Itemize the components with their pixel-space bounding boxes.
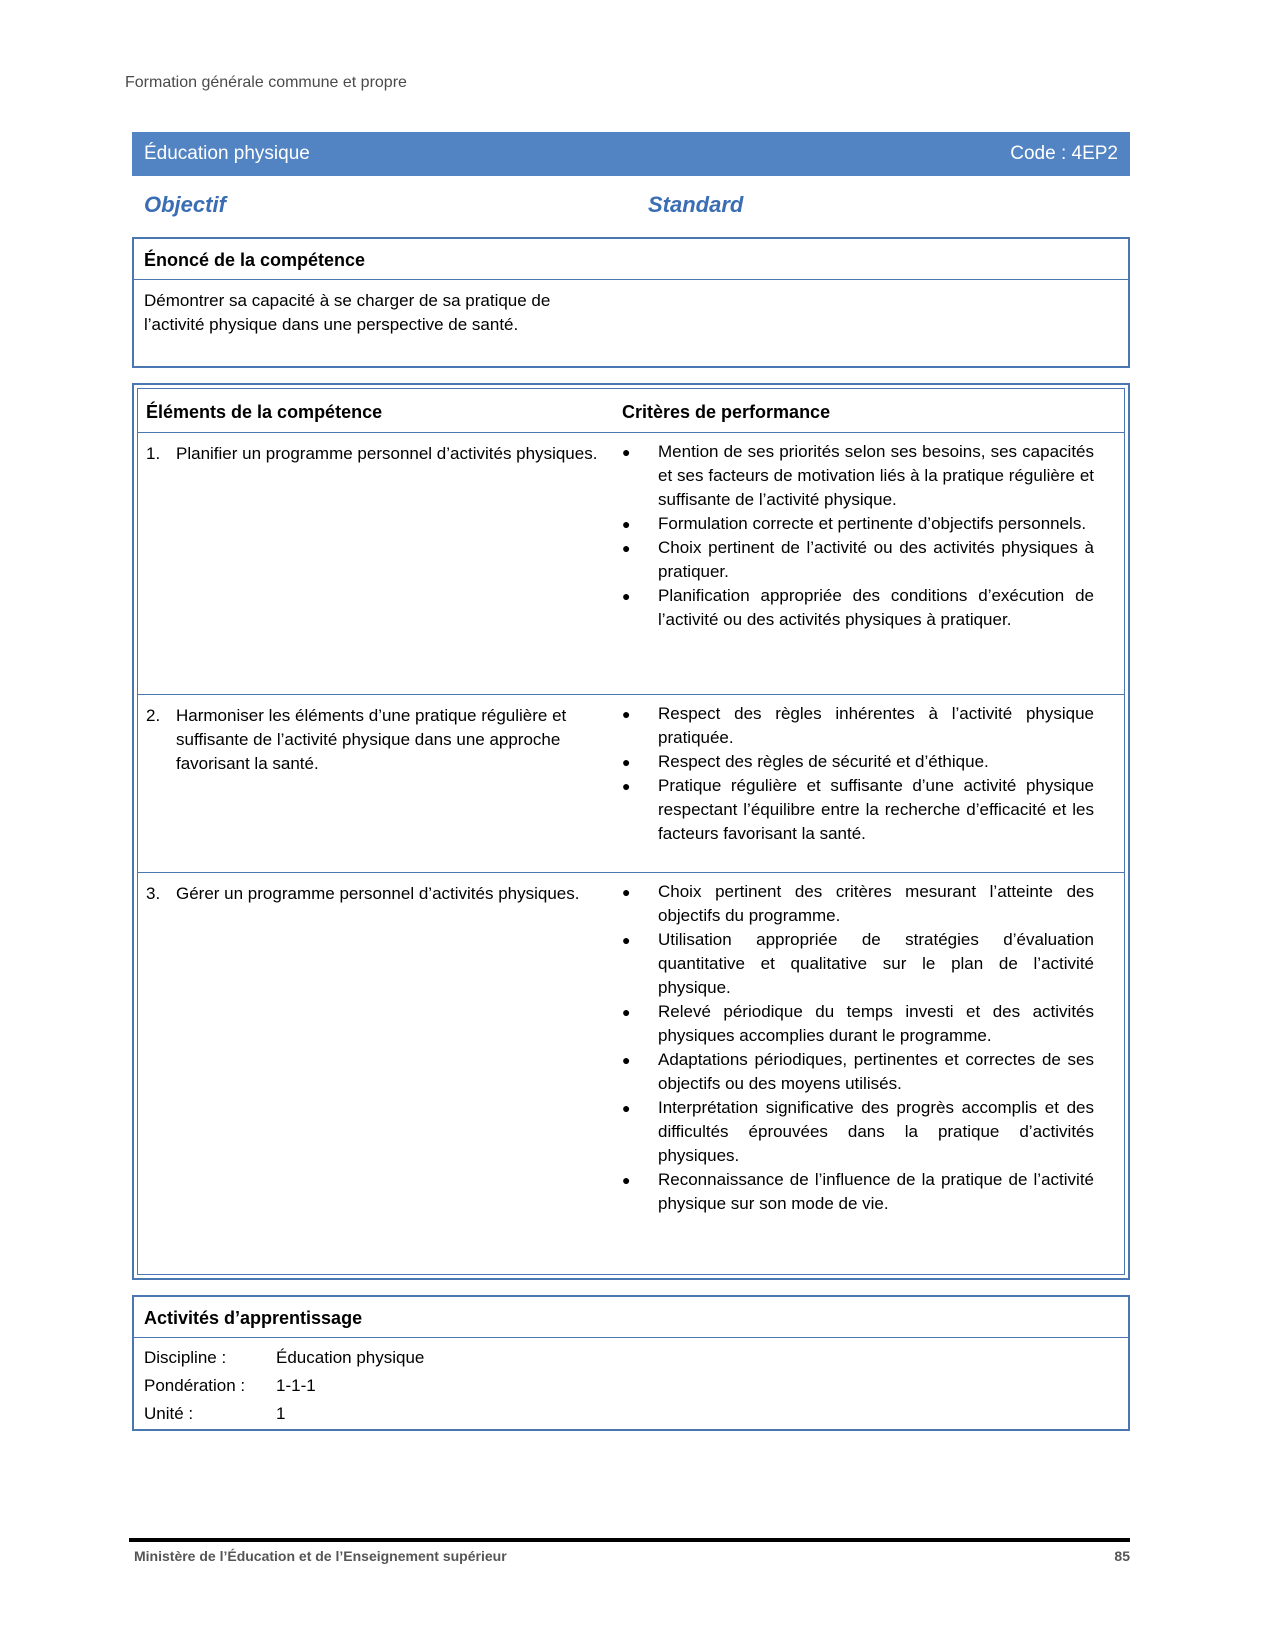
criteria-list-2 xyxy=(622,702,1094,846)
criterion xyxy=(622,1096,1094,1168)
criterion-text: Respect des règles inhérentes à l’activité physique pratiquée. xyxy=(658,704,1094,747)
criterion-text: Adaptations périodiques, pertinentes et correctes de ses objectifs ou des moyens utilisés. xyxy=(658,1050,1094,1093)
element-number: 3. xyxy=(146,884,161,903)
element-1 xyxy=(146,442,616,466)
bullet-icon: ● xyxy=(622,516,631,532)
bullet-icon: ● xyxy=(622,1100,631,1116)
criterion xyxy=(622,1168,1094,1216)
bullet-icon: ● xyxy=(622,588,631,604)
criterion-text: Choix pertinent des critères mesurant l’atteinte des objectifs du programme. xyxy=(658,882,1094,925)
criterion-text: Planification appropriée des conditions d’exécution de l’activité ou des activités physiques à pratiquer. xyxy=(658,586,1094,629)
objectif-label: Objectif xyxy=(144,192,226,217)
criterion xyxy=(622,774,1094,846)
criterion xyxy=(622,880,1094,928)
page-number: 85 xyxy=(1114,1548,1130,1564)
bullet-icon: ● xyxy=(622,932,631,948)
activites-box xyxy=(132,1295,1130,1431)
bullet-icon: ● xyxy=(622,1004,631,1020)
footer xyxy=(134,1548,1130,1564)
elements-heading: Éléments de la compétence xyxy=(146,402,383,422)
ponderation-value: 1-1-1 xyxy=(276,1376,316,1395)
element-text: Gérer un programme personnel d’activités physiques. xyxy=(176,884,580,903)
bullet-icon: ● xyxy=(622,444,631,460)
ponderation-row xyxy=(134,1372,1128,1400)
criterion xyxy=(622,536,1094,584)
bullet-icon: ● xyxy=(622,884,631,900)
criterion xyxy=(622,584,1094,632)
criterion-text: Relevé périodique du temps investi et des activités physiques accomplies durant le programme. xyxy=(658,1002,1094,1045)
standard-label: Standard xyxy=(648,192,744,217)
element-number: 1. xyxy=(146,444,161,463)
objective-row xyxy=(144,192,764,218)
criterion xyxy=(622,512,1094,536)
criterion-text: Reconnaissance de l’influence de la pratique de l’activité physique sur son mode de vie. xyxy=(658,1170,1094,1213)
bullet-icon: ● xyxy=(622,540,631,556)
footer-rule xyxy=(129,1538,1130,1542)
discipline-row xyxy=(134,1344,1128,1372)
criterion-text: Choix pertinent de l’activité ou des activités physiques à pratiquer. xyxy=(658,538,1094,581)
criterion-text: Pratique régulière et suffisante d’une activité physique respectant l’équilibre entre la recherche d’efficacité et les facteurs favorisant la santé. xyxy=(658,776,1094,843)
course-code: Code : 4EP2 xyxy=(1010,143,1118,164)
elements-box xyxy=(132,383,1130,1280)
criterion-text: Utilisation appropriée de stratégies d’évaluation quantitative et qualitative sur le plan de l’activité physique. xyxy=(658,930,1094,997)
course-title: Éducation physique xyxy=(144,143,310,164)
element-2 xyxy=(146,704,616,776)
bullet-icon: ● xyxy=(622,1172,631,1188)
criterion-text: Mention de ses priorités selon ses besoins, ses capacités et ses facteurs de motivation liés à la pratique régulière et suffisante de l’activité physique. xyxy=(658,442,1094,509)
unite-row xyxy=(134,1400,1128,1428)
element-section-1 xyxy=(138,433,1124,695)
criterion xyxy=(622,1000,1094,1048)
bullet-icon: ● xyxy=(622,706,631,722)
element-text: Planifier un programme personnel d’activités physiques. xyxy=(176,444,598,463)
elements-table xyxy=(137,388,1125,1275)
criterion-text: Interprétation significative des progrès accomplis et des difficultés éprouvées dans la pratique d’activités physiques. xyxy=(658,1098,1094,1165)
ponderation-label: Pondération : xyxy=(144,1376,246,1395)
activites-heading: Activités d’apprentissage xyxy=(134,1297,1128,1338)
bullet-icon: ● xyxy=(622,754,631,770)
criterion xyxy=(622,928,1094,1000)
criterion-text: Formulation correcte et pertinente d’objectifs personnels. xyxy=(658,514,1087,533)
criteria-list-1 xyxy=(622,440,1094,632)
criterion xyxy=(622,440,1094,512)
element-text: Harmoniser les éléments d’une pratique régulière et suffisante de l’activité physique dans une approche favorisant la santé. xyxy=(176,706,567,773)
criterion-text: Respect des règles de sécurité et d’éthique. xyxy=(658,752,989,771)
element-section-2 xyxy=(138,695,1124,873)
criterion xyxy=(622,1048,1094,1096)
bullet-icon: ● xyxy=(622,1052,631,1068)
element-3 xyxy=(146,882,616,906)
criteria-heading: Critères de performance xyxy=(622,402,831,422)
enonce-box xyxy=(132,237,1130,368)
criterion xyxy=(622,702,1094,750)
enonce-heading: Énoncé de la compétence xyxy=(134,239,1128,280)
unite-label: Unité : xyxy=(144,1404,194,1423)
element-section-3 xyxy=(138,873,1124,1273)
enonce-text: Démontrer sa capacité à se charger de sa pratique de l’activité physique dans une perspective de santé. xyxy=(144,291,551,334)
footer-publisher: Ministère de l’Éducation et de l’Enseignement supérieur xyxy=(134,1548,507,1564)
discipline-label: Discipline : xyxy=(144,1348,227,1367)
bullet-icon: ● xyxy=(622,778,631,794)
course-title-bar xyxy=(132,132,1130,176)
element-number: 2. xyxy=(146,706,161,725)
elements-header-row xyxy=(138,389,1124,433)
criteria-list-3 xyxy=(622,880,1094,1216)
criterion xyxy=(622,750,1094,774)
unite-value: 1 xyxy=(276,1404,286,1423)
running-head: Formation générale commune et propre xyxy=(125,74,407,91)
discipline-value: Éducation physique xyxy=(276,1348,425,1367)
